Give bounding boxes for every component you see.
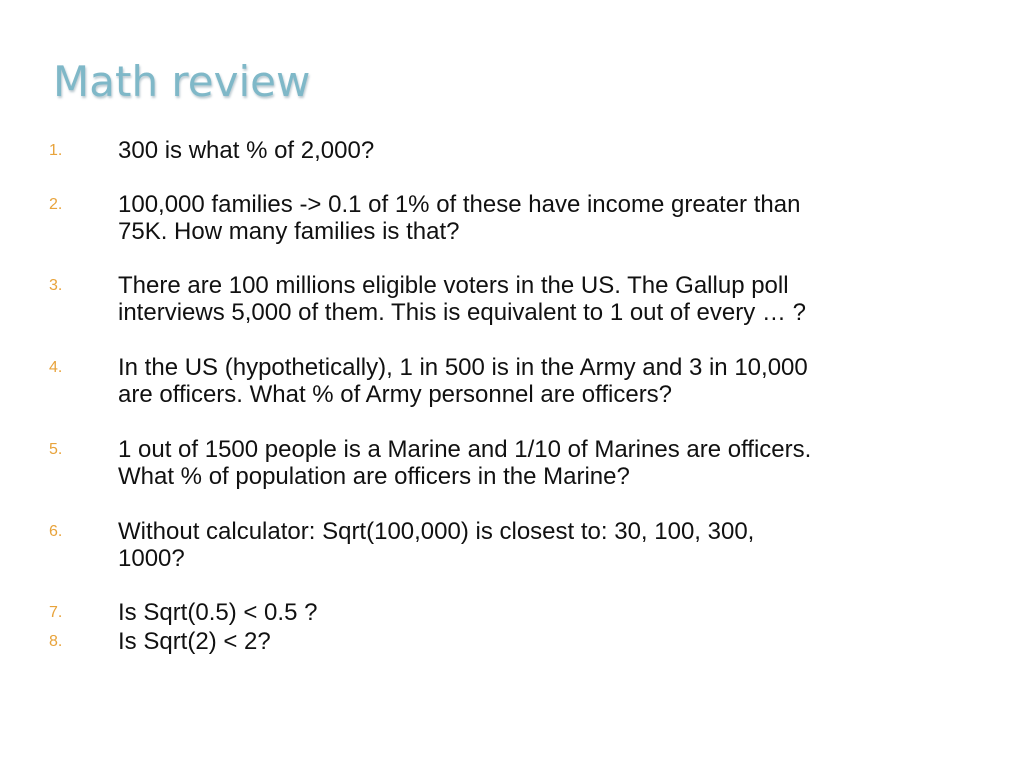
slide-title: Math review (53, 57, 311, 106)
item-number: 7. (49, 604, 63, 621)
item-number: 5. (49, 441, 63, 458)
item-number: 3. (49, 277, 63, 294)
item-text: In the US (hypothetically), 1 in 500 is in the Army and 3 in 10,000 are officers. What % of Army personnel are officers? (118, 354, 808, 408)
item-number: 4. (49, 359, 63, 376)
item-number: 2. (49, 196, 63, 213)
item-text: Without calculator: Sqrt(100,000) is closest to: 30, 100, 300, 1000? (118, 518, 755, 572)
item-text: Is Sqrt(0.5) < 0.5 ? (118, 599, 318, 626)
item-number: 8. (49, 633, 63, 650)
item-text: 1 out of 1500 people is a Marine and 1/10 of Marines are officers. What % of population are officers in the Marine? (118, 436, 812, 490)
item-text: There are 100 millions eligible voters in the US. The Gallup poll interviews 5,000 of them. This is equivalent to 1 out of every … ? (118, 272, 806, 326)
item-text: 100,000 families -> 0.1 of 1% of these have income greater than 75K. How many families is that? (118, 191, 801, 245)
item-number: 1. (49, 142, 63, 159)
item-text: Is Sqrt(2) < 2? (118, 628, 271, 655)
item-number: 6. (49, 523, 63, 540)
item-text: 300 is what % of 2,000? (118, 137, 375, 164)
